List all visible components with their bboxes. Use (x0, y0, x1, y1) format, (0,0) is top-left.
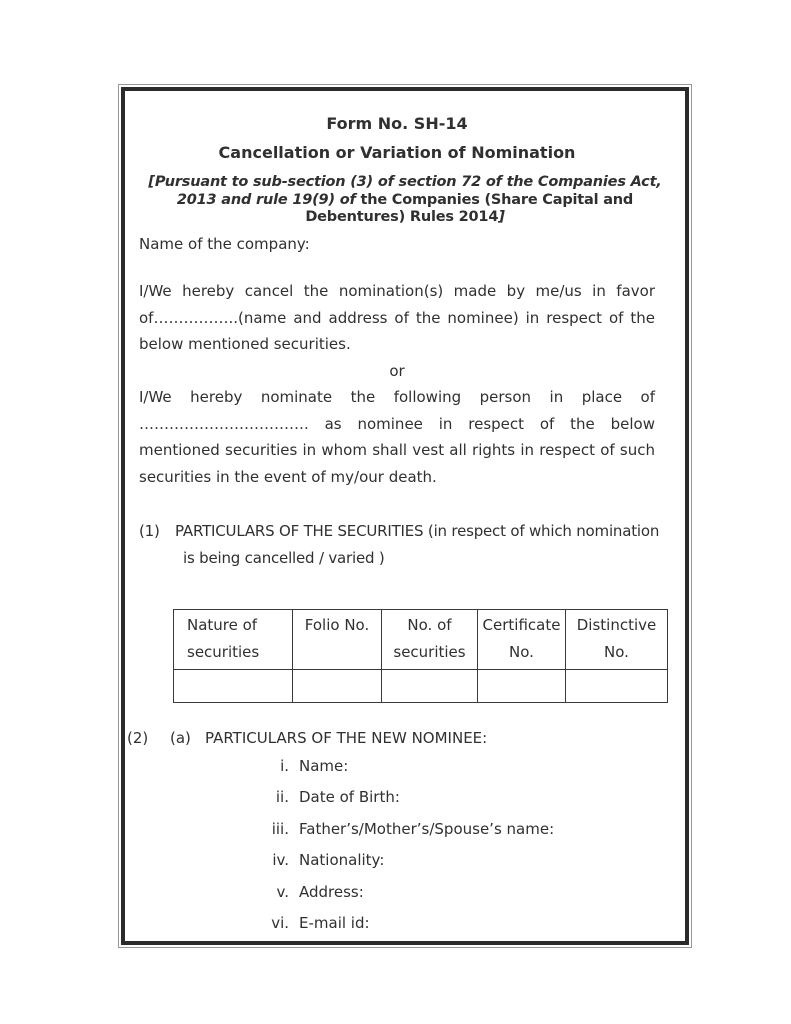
empty-cell-no-of-securities (382, 670, 478, 703)
securities-table (173, 609, 668, 703)
nominee-item-parent-spouse-name (139, 816, 655, 843)
item-numeral: vi. (271, 914, 289, 932)
item-label: Date of Birth: (299, 788, 400, 806)
header-folio-no: Folio No. (293, 610, 382, 670)
empty-cell-nature-of-securities (174, 670, 293, 703)
section-2-number: (2) (127, 729, 149, 747)
item-numeral: v. (276, 882, 289, 901)
pursuant-clause-regular-part: the Companies (Share Capital and Debentures) Rules 2014 (305, 191, 634, 225)
section-1-number: (1) (139, 522, 160, 540)
nominee-item-nationality (139, 847, 655, 874)
section-1-heading: PARTICULARS OF THE SECURITIES (in respect of which nomination is being cancelled / varied ) (175, 522, 660, 567)
item-numeral: ii. (275, 788, 289, 806)
form-page (121, 87, 689, 945)
item-label: Name: (299, 756, 349, 775)
section-2-new-nominee (127, 725, 655, 752)
company-name-label: Name of the company: (139, 234, 310, 253)
securities-table-empty-row (174, 670, 668, 703)
nominee-details-list (139, 753, 655, 937)
section-1-securities (139, 518, 667, 571)
empty-cell-certificate-no (478, 670, 566, 703)
item-label: E-mail id: (299, 914, 370, 932)
form-number-title: Form No. SH-14 (326, 114, 468, 133)
item-label: Nationality: (299, 851, 385, 869)
header-no-of-securities: No. of securities (382, 610, 478, 670)
pursuant-clause-close-bracket: ] (498, 209, 505, 225)
nominee-item-name (139, 753, 655, 780)
cancel-nomination-paragraph: I/We hereby cancel the nomination(s) made by me/us in favor of……………..(name and address of the nominee) in respect of the below mentioned securities. (139, 282, 655, 353)
or-separator: or (389, 361, 405, 380)
pursuant-clause (129, 174, 681, 227)
section-2-sub-label: (a) (170, 729, 191, 747)
nominee-item-date-of-birth (139, 784, 655, 811)
empty-cell-distinctive-no (566, 670, 668, 703)
empty-cell-folio-no (293, 670, 382, 703)
header-distinctive-no: Distinctive No. (566, 610, 668, 670)
header-nature-of-securities: Nature of securities (174, 610, 293, 670)
pursuant-clause-italic-part: [Pursuant to sub-section (3) of section 72 of the Companies Act, 2013 and rule 19(9) of (148, 174, 662, 208)
section-2-heading: PARTICULARS OF THE NEW NOMINEE: (205, 729, 488, 747)
item-numeral: iii. (271, 819, 289, 838)
securities-table-header-row (174, 610, 668, 670)
nominee-item-email (139, 910, 655, 937)
item-numeral: iv. (272, 851, 289, 869)
nominate-paragraph: I/We hereby nominate the following person in place of ……………………………. as nominee in respect of the below mentioned securities in whom shall vest all rights in respect of such securities in the event of my/our death. (139, 388, 655, 486)
item-label: Father’s/Mother’s/Spouse’s name: (299, 819, 555, 838)
item-label: Address: (299, 882, 364, 901)
form-title: Cancellation or Variation of Nomination (218, 143, 576, 162)
nominee-item-address (139, 879, 655, 906)
item-numeral: i. (280, 756, 289, 775)
header-certificate-no: Certificate No. (478, 610, 566, 670)
